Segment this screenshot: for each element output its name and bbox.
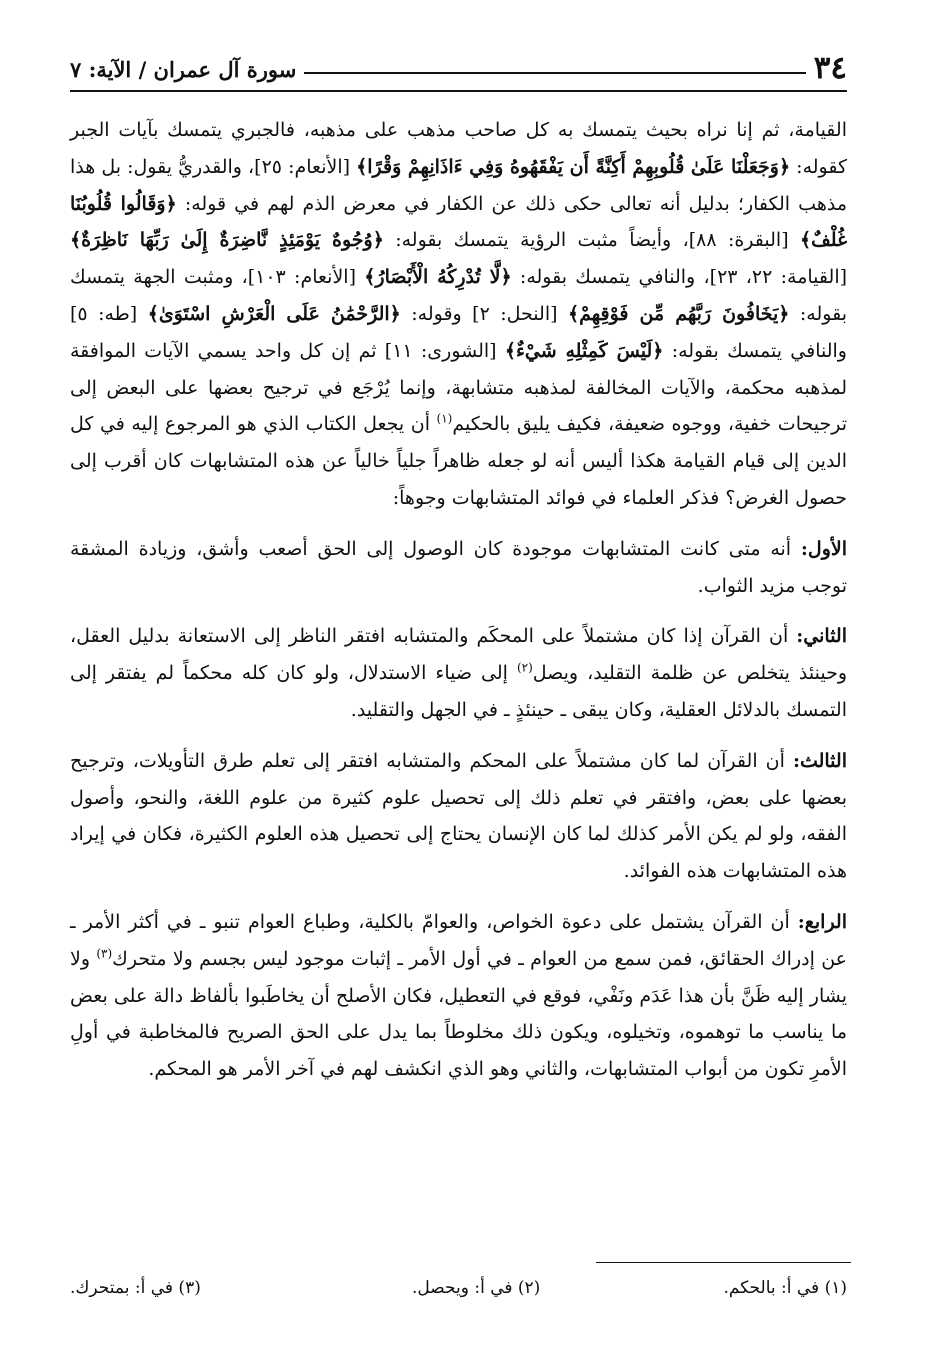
- text-run: القيامة، ثم إنا نراه بحيث يتمسك به كل صاحب مذهب على مذهبه، فالجبري يتمسك بآيات الجبر كقوله:: [70, 119, 848, 178]
- text-run: [البقرة: ٨٨]، وأيضاً مثبت الرؤية يتمسك بقوله:: [383, 229, 800, 252]
- text-run: [القيامة: ٢٢، ٢٣]، والنافي يتمسك بقوله:: [511, 266, 848, 289]
- text-run: [الأنعام: ٢٥]، والقدريُّ يقول: بل هذا مذهب الكفار؛ بدليل أنه تعالى حكى ذلك عن الكفار في معرض الذم لهم في قوله:: [70, 155, 847, 215]
- footnote-ref: (٣): [96, 946, 113, 961]
- point-label: الرابع:: [797, 910, 847, 933]
- point-text: أن القرآن إذا كان مشتملاً على المحكَم والمتشابه افتقر الناظر إلى الاستعانة بدليل العقل، وحينئذ يتخلص عن ظلمة التقليد، ويصل: [70, 625, 847, 685]
- quran-verse: ﴿الرَّحْمَٰنُ عَلَى الْعَرْشِ اسْتَوَىٰ﴾: [147, 302, 401, 325]
- footnote: (٢) في أ: ويحصل.: [412, 1278, 541, 1298]
- point-label: الأول:: [800, 537, 847, 560]
- point-second: [70, 618, 847, 728]
- text-run: [الأنعام: ١٠٣]، ومثبت الجهة يتمسك بقوله:: [70, 266, 847, 325]
- point-text: إلى ضياء الاستدلال، ولو كان كله محكماً لم يفتقر إلى التمسك بالدلائل العقلية، وكان يبقى ـ حينئذٍ ـ في الجهل والتقليد.: [70, 662, 847, 721]
- quran-verse: ﴿يَخَافُونَ رَبَّهُم مِّن فَوْقِهِمْ﴾: [567, 302, 790, 325]
- point-text: أن القرآن يشتمل على دعوة الخواص، والعوامّ بالكلية، وطباع العوام تنبو ـ في أكثر الأمر ـ عن إدراك الحقائق، فمن سمع من العوام ـ في أول الأمر ـ إثبات موجود ليس بجسم ولا متحرك: [70, 910, 847, 970]
- point-text: أنه متى كانت المتشابهات موجودة كان الوصول إلى الحق أصعب وأشق، وزيادة المشقة توجب مزيد الثواب.: [70, 537, 847, 597]
- quran-verse: ﴿لَيْسَ كَمِثْلِهِ شَيْءٌ﴾: [504, 339, 664, 362]
- footnote-rule: [596, 1262, 851, 1263]
- quran-verse: ﴿لَّا تُدْرِكُهُ الْأَبْصَارُ﴾: [364, 266, 512, 289]
- main-paragraph: [70, 112, 847, 517]
- footnote: (١) في أ: بالحكم.: [723, 1278, 847, 1298]
- point-fourth: [70, 904, 847, 1088]
- header-title: سورة آل عمران / الآية: ٧: [70, 57, 297, 82]
- body-text: [70, 112, 847, 1102]
- page-number: ٣٤: [813, 50, 847, 86]
- point-label: الثاني:: [796, 625, 847, 648]
- footnote-ref: (١): [436, 412, 453, 427]
- running-header: [70, 38, 847, 88]
- header-rule: [70, 90, 847, 92]
- point-label: الثالث:: [792, 749, 847, 772]
- point-third: [70, 743, 847, 890]
- text-run: [النحل: ٢] وقوله:: [400, 302, 568, 325]
- quran-verse: ﴿وَجَعَلْنَا عَلَىٰ قُلُوبِهِمْ أَكِنَّةً أَن يَفْقَهُوهُ وَفِي ءَاذَانِهِمْ وَقْرًا﴾: [356, 155, 791, 178]
- text-run: [طه: ٥] والنافي يتمسك بقوله:: [70, 302, 847, 362]
- header-dash: [304, 72, 805, 74]
- quran-verse: ﴿وُجُوهٌ يَوْمَئِذٍ نَّاضِرَةٌ إِلَىٰ رَبِّهَا نَاظِرَةٌ﴾: [70, 229, 384, 252]
- footnotes: [70, 1278, 847, 1304]
- text-run: أن يجعل الكتاب الذي هو المرجوع إليه في كل الدين إلى قيام القيامة هكذا أليس أنه لو جعله ظاهراً جلياً خالياً عن هذه المتشابهات كان أقرب إلى حصول الغرض؟ فذكر العلماء في فوائد المتشابهات وجوهاً:: [70, 413, 847, 509]
- footnote: (٣) في أ: بمتحرك.: [70, 1278, 201, 1298]
- point-text: أن القرآن لما كان مشتملاً على المحكم والمتشابه افتقر إلى تعلم طرق التأويلات، وترجيح بعضها على بعض، وافتقر في تعلم ذلك إلى تحصيل علوم كثيرة من علوم اللغة، والنحو، وأصول الفقه، ولو لم يكن الأمر كذلك لما كان الإنسان يحتاج إلى تحصيل هذه العلوم الكثيرة، فكان في إيراد هذه المتشابهات هذه الفوائد.: [70, 749, 847, 883]
- text-run: [الشورى: ١١] ثم إن كل واحد يسمي الآيات الموافقة لمذهبه محكمة، والآيات المخالفة لمذهبه متشابهة، وإنما يُرْجَع في ترجيح بعضها على البعض إلى ترجيحات خفية، ووجوه ضعيفة، فكيف يليق بالحكيم: [70, 339, 847, 436]
- quran-verse: ﴿وَقَالُوا قُلُوبُنَا غُلْفٌ﴾: [70, 192, 848, 252]
- point-first: [70, 531, 847, 605]
- point-text: ولا يشار إليه ظَنَّ بأن هذا عَدَم ونَفْي، فوقع في التعطيل، فكان الأصلح أن يخاطَبوا بألفاظ دالة على بعض ما يناسب ما توهموه، وتخيلوه، ويكون ذلك مخلوطاً بما يدل على الحق الصريح فالمخاطبة في أولِ الأمرِ تكون من أبواب المتشابهات، والثاني وهو الذي انكشف لهم في آخر الأمر هو المحكم.: [70, 947, 847, 1081]
- footnote-ref: (٢): [516, 660, 533, 675]
